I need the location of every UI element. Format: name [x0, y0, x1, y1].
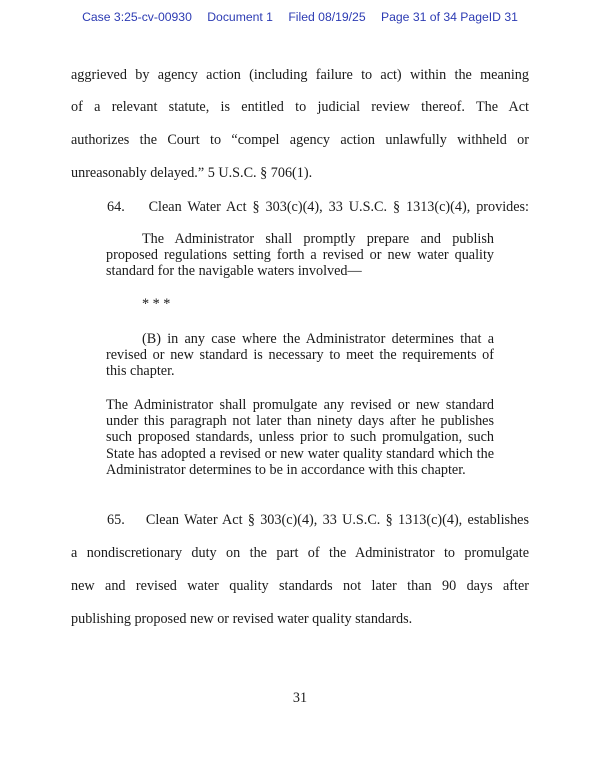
filed-date: Filed 08/19/25	[288, 10, 366, 24]
body-line: of a relevant statute, is entitled to judicial review thereof. The Act	[71, 99, 529, 115]
paragraph-65-line: 65. Clean Water Act § 303(c)(4), 33 U.S.C. § 1313(c)(4), establishes	[107, 512, 529, 528]
body-line: unreasonably delayed.” 5 U.S.C. § 706(1).	[71, 165, 313, 181]
body-line: authorizes the Court to “compel agency action unlawfully withheld or	[71, 132, 529, 148]
quote-paragraph-1: The Administrator shall promptly prepare and publish proposed regulations setting forth a revised or new water quality standard for the navigable waters involved—	[106, 231, 494, 280]
page-number: 31	[292, 690, 308, 706]
block-quote-1	[106, 231, 494, 280]
block-quote-3	[106, 397, 494, 478]
body-line: new and revised water quality standards not later than 90 days after	[71, 578, 529, 594]
body-line: aggrieved by agency action (including failure to act) within the meaning	[71, 67, 529, 83]
ecf-header	[0, 10, 600, 24]
case-number: Case 3:25-cv-00930	[82, 10, 192, 24]
paragraph-64-line: 64. Clean Water Act § 303(c)(4), 33 U.S.C. § 1313(c)(4), provides:	[107, 199, 529, 215]
block-quote-2	[106, 331, 494, 380]
quote-paragraph-2: (B) in any case where the Administrator determines that a revised or new standard is necessary to meet the requirements of this chapter.	[106, 331, 494, 380]
quote-paragraph-3: The Administrator shall promulgate any revised or new standard under this paragraph not later than ninety days after he publishes such proposed standards, unless prior to such promulgation, such State has adopted a revised or new water quality standard which the Administrator determines to be in accordance with this chapter.	[106, 397, 494, 478]
body-line: a nondiscretionary duty on the part of the Administrator to promulgate	[71, 545, 529, 561]
document-number: Document 1	[207, 10, 273, 24]
body-line: publishing proposed new or revised water quality standards.	[71, 611, 413, 627]
ellipsis-stars: * * *	[142, 296, 171, 312]
page-info: Page 31 of 34 PageID 31	[381, 10, 518, 24]
